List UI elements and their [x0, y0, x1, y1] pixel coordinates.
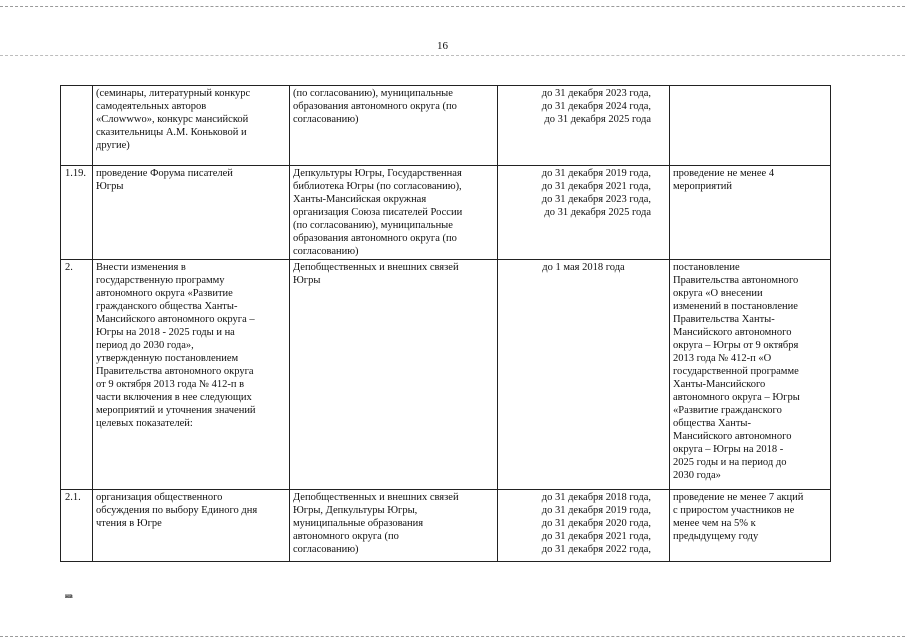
- result-cell: постановление Правительства автономного округа «О внесении изменений в постановление Правительства Ханты- Мансийского автономного округа – Югры от 9 октября 2013 года № 412-п «О государственной программе Ханты-Мансийского автономного округа – Югры «Развитие гражданского общества Ханты- Мансийского автономного округа – Югры на 2018 - 2025 годы и на период до 2030 года»: [670, 260, 831, 490]
- row-number-cell: 2.1.: [61, 490, 93, 562]
- responsible-cell: Депобщественных и внешних связей Югры: [290, 260, 498, 490]
- row-number-cell: 2.: [61, 260, 93, 490]
- row-number-cell: [61, 86, 93, 166]
- table-row: [61, 166, 831, 260]
- activity-cell: (семинары, литературный конкурс самодеятельных авторов «Слowwwo», конкурс мансийской сказительницы А.М. Коньковой и другие): [93, 86, 290, 166]
- period-cell: до 31 декабря 2019 года, до 31 декабря 2021 года, до 31 декабря 2023 года, до 31 декабря 2025 года: [498, 166, 670, 260]
- responsible-cell: Депкультуры Югры, Государственная библиотека Югры (по согласованию), Ханты-Мансийская окружная организация Союза писателей России (по согласованию), муниципальные образования автономного округа (по согласованию): [290, 166, 498, 260]
- page-number: 16: [437, 40, 448, 52]
- table-row: [61, 490, 831, 562]
- scan-edge-top: [0, 6, 905, 7]
- table-row: [61, 260, 831, 490]
- plan-table: [60, 85, 831, 562]
- period-cell: до 31 декабря 2023 года, до 31 декабря 2024 года, до 31 декабря 2025 года: [498, 86, 670, 166]
- period-cell: до 31 декабря 2018 года, до 31 декабря 2019 года, до 31 декабря 2020 года, до 31 декабря 2021 года, до 31 декабря 2022 года,: [498, 490, 670, 562]
- activity-cell: проведение Форума писателей Югры: [93, 166, 290, 260]
- result-cell: [670, 86, 831, 166]
- responsible-cell: (по согласованию), муниципальные образования автономного округа (по согласованию): [290, 86, 498, 166]
- footer-mark: нв: [65, 592, 73, 600]
- table-row: [61, 86, 831, 166]
- responsible-cell: Депобщественных и внешних связей Югры, Депкультуры Югры, муниципальные образования автономного округа (по согласованию): [290, 490, 498, 562]
- result-cell: проведение не менее 7 акций с приростом участников не менее чем на 5% к предыдущему году: [670, 490, 831, 562]
- row-number-cell: 1.19.: [61, 166, 93, 260]
- scan-edge-bottom: [0, 636, 905, 637]
- period-cell: до 1 мая 2018 года: [498, 260, 670, 490]
- result-cell: проведение не менее 4 мероприятий: [670, 166, 831, 260]
- scan-artifact-line: [0, 55, 905, 56]
- activity-cell: Внести изменения в государственную программу автономного округа «Развитие гражданского общества Ханты- Мансийского автономного округа – Югры на 2018 - 2025 годы и на период до 2030 года», утвержденную постановлением Правительства автономного округа от 9 октября 2013 года № 412-п в части включения в нее следующих мероприятий и уточнения значений целевых показателей:: [93, 260, 290, 490]
- activity-cell: организация общественного обсуждения по выбору Единого дня чтения в Югре: [93, 490, 290, 562]
